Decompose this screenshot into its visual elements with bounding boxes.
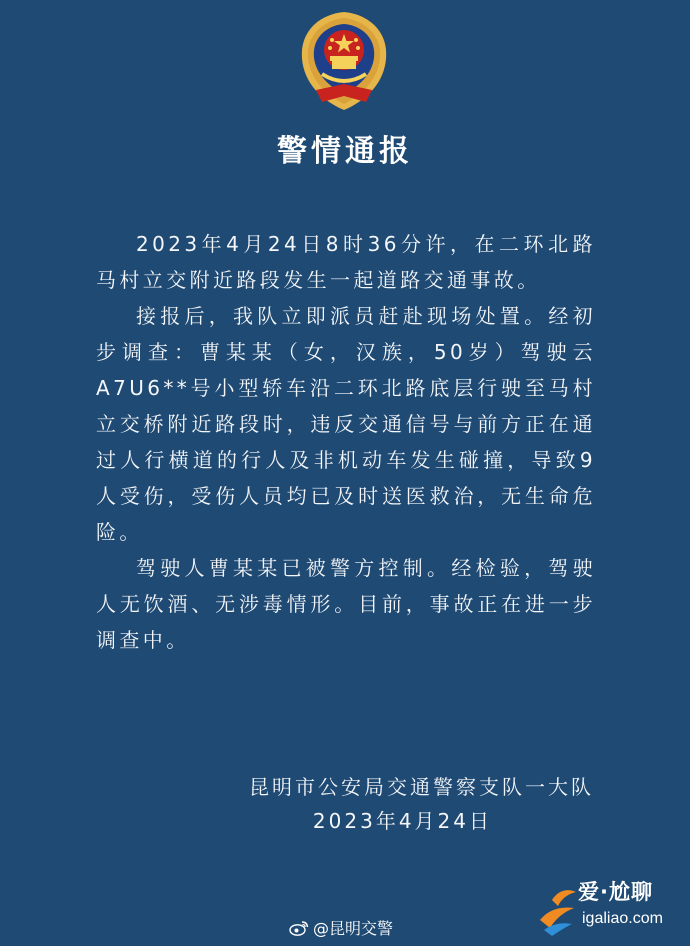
- page-title: 警情通报: [277, 134, 413, 169]
- notice-paragraph: 2023年4月24日8时36分许，在二环北路马村立交附近路段发生一起道路交通事故。: [96, 232, 596, 292]
- weibo-handle-text: @昆明交警: [313, 919, 394, 938]
- watermark-logo-icon: [538, 880, 578, 936]
- notice-paragraph: 驾驶人曹某某已被警方控制。经检验，驾驶人无饮酒、无涉毒情形。目前，事故正在进一步调查中。: [96, 556, 596, 652]
- site-watermark: [538, 874, 686, 940]
- weibo-icon: [289, 920, 309, 936]
- notice-paragraph: 接报后，我队立即派员赶赴现场处置。经初步调查：曹某某（女，汉族，50岁）驾驶云A7U6**号小型轿车沿二环北路底层行驶至马村立交桥附近路段时，违反交通信号与前方正在通过人行横道的行人及非机动车发生碰撞，导致9人受伤，受伤人员均已及时送医救治，无生命危险。: [96, 304, 596, 544]
- weibo-handle: [289, 916, 393, 939]
- notice-body: [96, 226, 596, 658]
- signature-block: [249, 770, 594, 838]
- watermark-url: igaliao.com: [582, 910, 663, 927]
- watermark-text: 爱·尬聊: [578, 880, 653, 904]
- signature-org: 昆明市公安局交通警察支队一大队: [249, 775, 594, 799]
- signature-date: 2023年4月24日: [312, 809, 492, 833]
- police-emblem-icon: [296, 10, 392, 114]
